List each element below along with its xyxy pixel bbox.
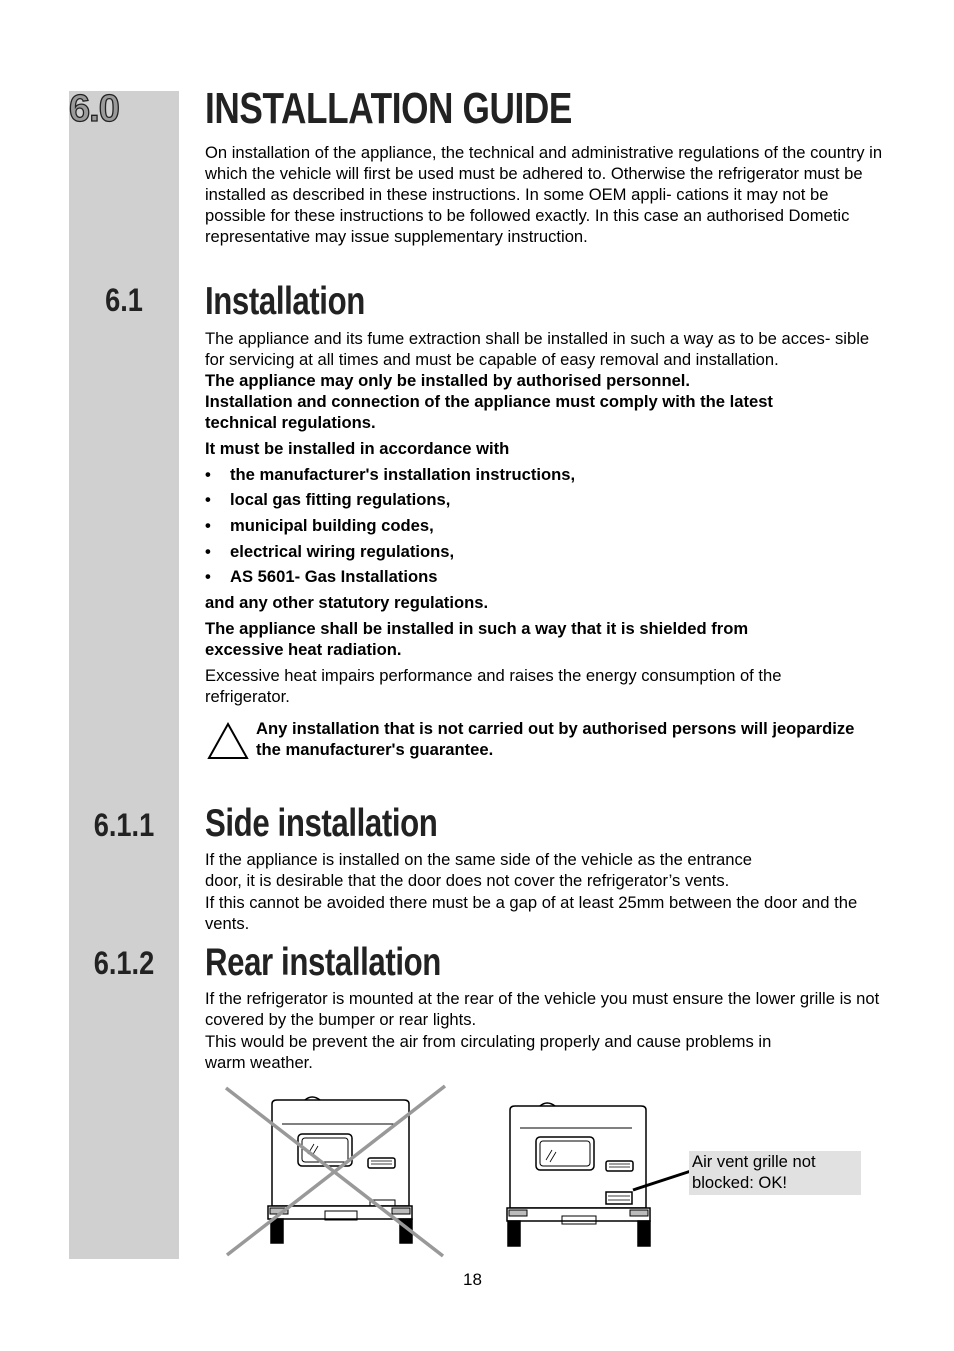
callout-label: Air vent grille not blocked: OK!: [689, 1151, 861, 1195]
installation-bold-2: Installation and connection of the appliance must comply with the latest technical regulations.: [205, 392, 773, 432]
section-number-6-0: 6.0: [69, 88, 119, 130]
list-item: • electrical wiring regulations,: [205, 542, 455, 561]
installation-bold-1: The appliance may only be installed by authorised personnel.: [205, 371, 691, 390]
page-number: 18: [463, 1270, 482, 1289]
section-title-installation: Installation: [205, 280, 365, 323]
list-item: • municipal building codes,: [205, 516, 434, 535]
warning-triangle-icon: [207, 721, 249, 761]
rear-line-1: This would be prevent the air from circulating properly and cause problems in: [205, 1032, 772, 1051]
rear-line-2: warm weather.: [205, 1053, 313, 1072]
installation-bold-5: The appliance shall be installed in such a way that it is shielded from excessive heat radiation.: [205, 619, 749, 659]
installation-paragraph-2: Excessive heat impairs performance and raises the energy consumption of the refrigerator.: [205, 666, 782, 706]
page-title: INSTALLATION GUIDE: [205, 84, 572, 133]
section-title-side-installation: Side installation: [205, 802, 438, 845]
section-number-6-1: 6.1: [105, 282, 143, 318]
installation-bold-3: It must be installed in accordance with: [205, 439, 510, 458]
caravan-ok-illustration: [507, 1103, 650, 1246]
warning-text: Any installation that is not carried out by authorised persons will jeopardize the manufacturer's guarantee.: [256, 719, 855, 759]
list-item: • local gas fitting regulations,: [205, 490, 451, 509]
list-item: • AS 5601- Gas Installations: [205, 567, 438, 586]
rear-paragraph: If the refrigerator is mounted at the rear of the vehicle you must ensure the lower grille is not covered by the bumper or rear lights.: [205, 989, 880, 1029]
installation-bold-4: and any other statutory regulations.: [205, 593, 489, 612]
intro-paragraph: On installation of the appliance, the technical and administrative regulations of the country in which the vehicle will first be used must be adhered to. Otherwise the refrigerator must be installed as described in these instructions. In some OEM appli- cations it may not be possible for these instructions to be followed exactly. In this case an authorised Dometic representative may issue supplementary instruction.: [205, 143, 883, 246]
side-line-2: door, it is desirable that the door does not cover the refrigerator’s vents.: [205, 871, 730, 890]
installation-paragraph: The appliance and its fume extraction shall be installed in such a way as to be acces- sible for servicing at all times and must be capable of easy removal and installation.: [205, 329, 870, 369]
section-title-rear-installation: Rear installation: [205, 941, 441, 984]
side-line-1: If the appliance is installed on the same side of the vehicle as the entrance: [205, 850, 753, 869]
sidebar-band: [69, 91, 179, 1259]
caravan-blocked-illustration: [268, 1097, 412, 1243]
section-number-6-1-1: 6.1.1: [93, 807, 155, 843]
side-line-3: If this cannot be avoided there must be a gap of at least 25mm between the door and the vents.: [205, 893, 858, 933]
section-number-6-1-2: 6.1.2: [93, 945, 155, 981]
list-item: • the manufacturer's installation instructions,: [205, 465, 576, 484]
